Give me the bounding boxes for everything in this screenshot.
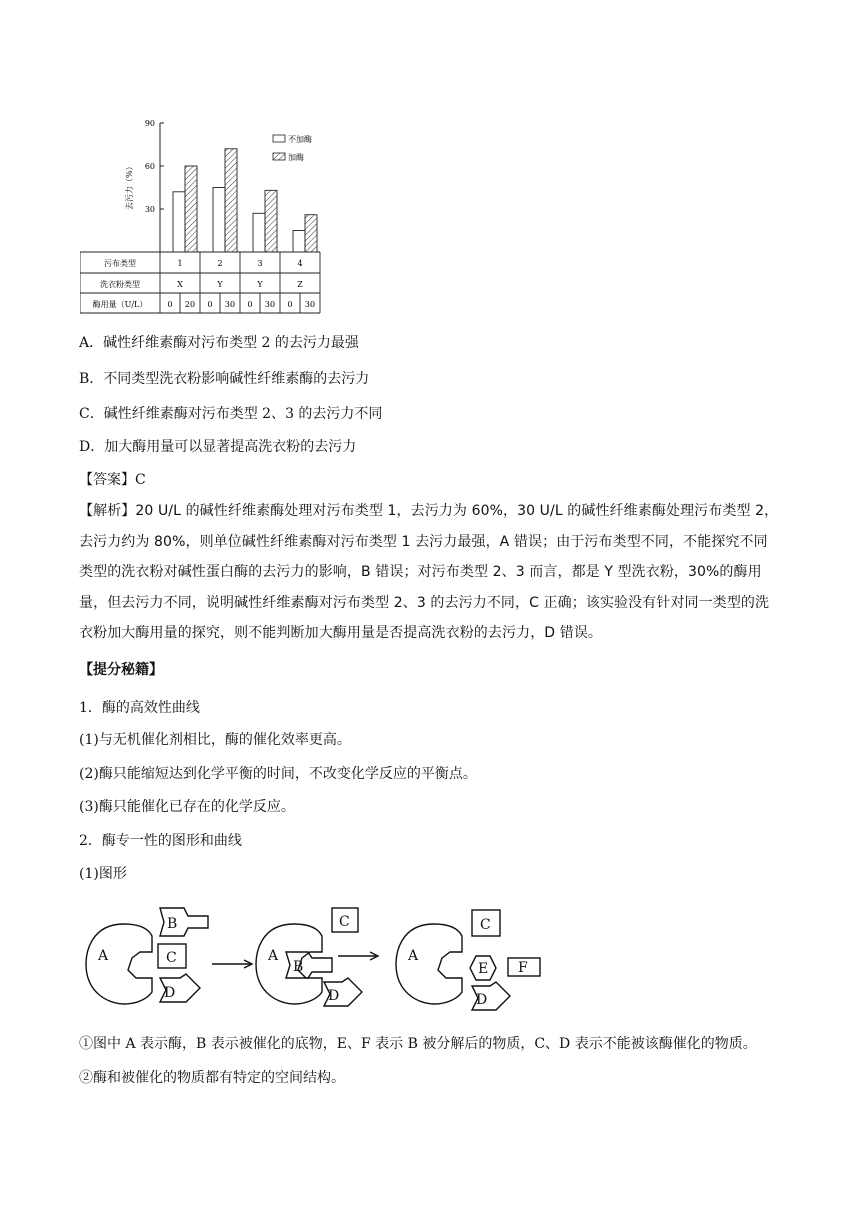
table-detergent-type: Y [217, 280, 223, 289]
bar-with-enzyme [265, 190, 277, 252]
bar-no-enzyme [173, 192, 185, 252]
answer: 【答案】C [79, 472, 146, 488]
label-d-2: D [328, 988, 340, 1004]
option-c: C．碱性纤维素酶对污布类型 2、3 的去污力不同 [79, 406, 383, 422]
table-detergent-type: X [177, 280, 183, 289]
section2-note-2: ②酶和被催化的物质都有特定的空间结构。 [79, 1070, 345, 1086]
enzyme-specificity-diagram [80, 896, 560, 1026]
section1-item-3: (3)酶只能催化已存在的化学反应。 [79, 799, 295, 815]
table-enzyme-dose: 30 [224, 300, 236, 309]
enzyme-a-shape [86, 924, 152, 1004]
table-stain-type: 2 [217, 259, 223, 268]
section1-item-2: (2)酶只能缩短达到化学平衡的时间，不改变化学反应的平衡点。 [79, 766, 477, 782]
table-enzyme-dose: 20 [184, 300, 196, 309]
bar-chart [80, 115, 340, 320]
table-enzyme-dose: 0 [247, 300, 253, 309]
section2-note-1: ①图中 A 表示酶，B 表示被催化的底物，E、F 表示 B 被分解后的物质，C、D 表示不能被该酶催化的物质。 [79, 1036, 757, 1052]
legend-swatch-plain [273, 135, 285, 142]
label-a-3: A [408, 948, 419, 964]
section2-heading: 2．酶专一性的图形和曲线 [79, 833, 242, 849]
label-f-3: F [518, 960, 528, 976]
option-d: D．加大酶用量可以显著提高洗衣粉的去污力 [79, 439, 357, 455]
legend-swatch-hatched [273, 153, 285, 160]
label-d-3: D [476, 992, 488, 1008]
table-detergent-type: Z [297, 280, 303, 289]
bar-with-enzyme [225, 149, 237, 252]
table-enzyme-dose: 0 [287, 300, 293, 309]
label-a-2: A [268, 948, 279, 964]
table-stain-type: 3 [257, 259, 263, 268]
label-a-1: A [98, 948, 109, 964]
option-a: A．碱性纤维素酶对污布类型 2 的去污力最强 [79, 335, 359, 351]
tips-title: 【提分秘籍】 [79, 662, 163, 678]
section1-item-1: (1)与无机催化剂相比，酶的催化效率更高。 [79, 732, 351, 748]
section2-sub: (1)图形 [79, 866, 127, 882]
table-enzyme-dose: 30 [304, 300, 316, 309]
label-c-1: C [166, 950, 177, 966]
table-enzyme-dose: 30 [264, 300, 276, 309]
table-detergent-type: Y [257, 280, 263, 289]
table-row-label: 污布类型 [104, 259, 136, 268]
legend-label-plain: 不加酶 [288, 135, 312, 144]
option-b: B．不同类型洗衣粉影响碱性纤维素酶的去污力 [79, 371, 370, 387]
table-stain-type: 1 [177, 259, 183, 268]
label-b-1: B [167, 916, 178, 932]
label-e-3: E [478, 961, 489, 977]
bar-no-enzyme [253, 213, 265, 252]
label-b-2: B [293, 959, 304, 975]
enzyme-a-free-shape [396, 924, 462, 1004]
label-c-2: C [339, 914, 350, 930]
bar-no-enzyme [213, 188, 225, 253]
bar-with-enzyme [185, 166, 197, 252]
y-tick-label: 90 [144, 119, 155, 128]
y-tick-label: 60 [144, 162, 155, 171]
label-d-1: D [164, 985, 176, 1001]
table-stain-type: 4 [297, 259, 303, 268]
y-axis-label: 去污力（%） [125, 162, 134, 210]
bar-with-enzyme [305, 215, 317, 252]
y-tick-label: 30 [144, 205, 155, 214]
bar-no-enzyme [293, 231, 305, 253]
section1-heading: 1．酶的高效性曲线 [79, 700, 200, 716]
label-c-3: C [480, 917, 491, 933]
table-row-label: 酶用量（U/L） [92, 300, 148, 309]
analysis-paragraph: 【解析】20 U/L 的碱性纤维素酶处理对污布类型 1，去污力为 60%，30 U/L 的碱性纤维素酶处理污布类型 2，去污力约为 80%，则单位碱性纤维素酶对污布类型 1 去污力最强，A 错误；由于污布类型不同，不能探究不同类型的洗衣粉对碱性蛋白酶的去污力的影响，B 错误；对污布类型 2、3 而言，都是 Y 型洗衣粉，30%的酶用量，但去污力不同，说明碱性纤维素酶对污布类型 2、3 的去污力不同，C 正确；该实验没有针对同一类型的洗衣粉加大酶用量的探究，则不能判断加大酶用量是否提高洗衣粉的去污力，D 错误。 [79, 503, 779, 641]
table-enzyme-dose: 0 [167, 300, 173, 309]
legend-label-hatched: 加酶 [288, 153, 304, 162]
table-enzyme-dose: 0 [207, 300, 213, 309]
table-row-label: 洗衣粉类型 [100, 280, 140, 289]
